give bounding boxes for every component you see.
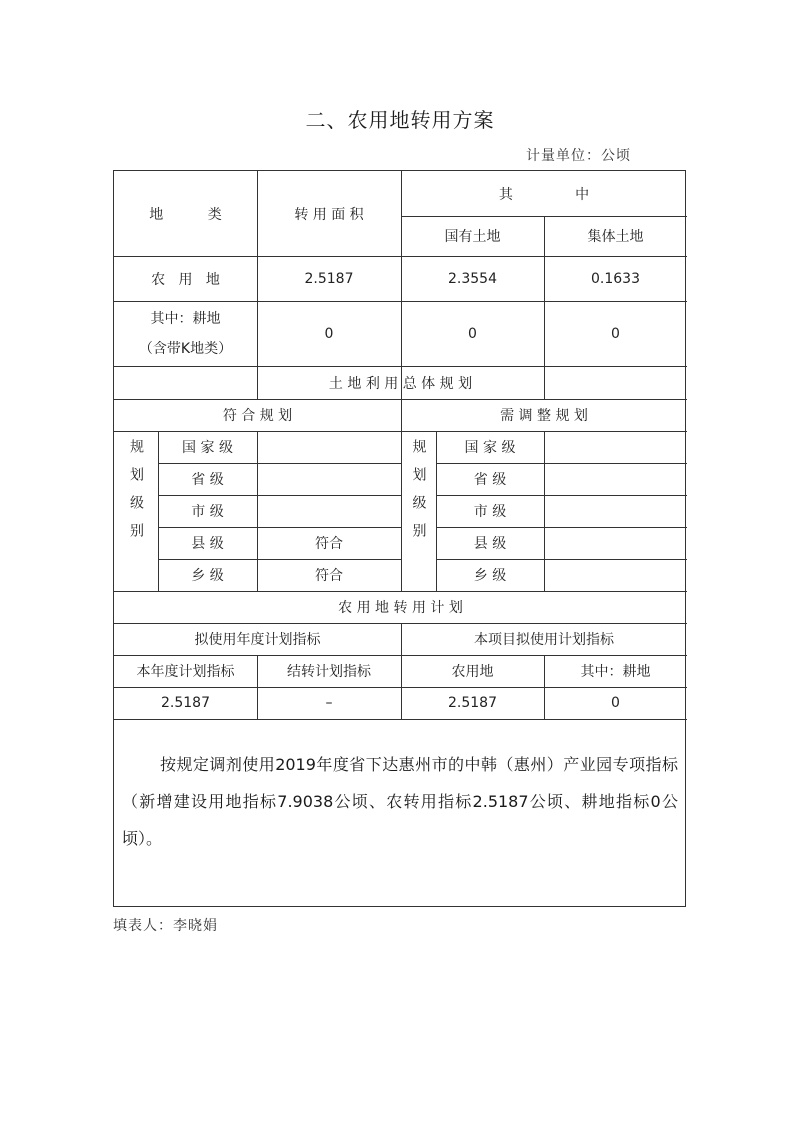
header-among: 其 中 bbox=[498, 186, 590, 203]
unit-label: 计量单位：公顷 bbox=[526, 148, 631, 164]
planning-adjust-header: 需 调 整 规 划 bbox=[500, 408, 588, 424]
adjust-value bbox=[544, 463, 687, 495]
conform-value bbox=[257, 463, 401, 495]
document-title: 二、农用地转用方案 bbox=[305, 108, 495, 132]
agri-land-header: 农用地 bbox=[451, 664, 494, 680]
row-agri-collective: 0.1633 bbox=[591, 270, 640, 287]
carryover-value: – bbox=[325, 695, 333, 711]
adjust-value bbox=[544, 495, 687, 527]
level-city: 市 级 bbox=[473, 504, 507, 520]
adjust-value bbox=[544, 559, 687, 591]
row-agri-state: 2.3554 bbox=[448, 270, 497, 287]
conform-value: 符合 bbox=[315, 536, 343, 552]
filler-label: 填表人：李晓娟 bbox=[113, 918, 218, 934]
planning-level-label-right bbox=[401, 431, 436, 591]
row-arable-label bbox=[114, 301, 257, 366]
arable-value: 0 bbox=[611, 695, 620, 711]
arable-header: 其中：耕地 bbox=[580, 664, 651, 680]
section-planning-title: 土 地 利 用 总 体 规 划 bbox=[328, 375, 473, 392]
carryover-header: 结转计划指标 bbox=[287, 664, 371, 680]
header-land-type: 地 类 bbox=[149, 206, 222, 223]
row-arable-total: 0 bbox=[324, 325, 334, 342]
row-arable-label-line2: （含带K地类） bbox=[138, 340, 233, 357]
this-year-header: 本年度计划指标 bbox=[136, 664, 235, 680]
level-provincial: 省 级 bbox=[473, 472, 507, 488]
row-arable-collective: 0 bbox=[611, 325, 620, 342]
adjust-value bbox=[544, 431, 687, 463]
this-year-value: 2.5187 bbox=[161, 695, 210, 711]
divider bbox=[114, 719, 687, 720]
planning-level-text: 规划级别 bbox=[410, 439, 427, 551]
level-national: 国 家 级 bbox=[182, 440, 233, 456]
header-transfer-area: 转 用 面 积 bbox=[294, 206, 364, 223]
planning-conform-header: 符 合 规 划 bbox=[222, 408, 293, 424]
conform-value: 符合 bbox=[315, 568, 343, 584]
project-quota-header: 本项目拟使用计划指标 bbox=[474, 632, 614, 648]
annual-quota-header: 拟使用年度计划指标 bbox=[194, 632, 321, 648]
level-national: 国 家 级 bbox=[464, 440, 516, 456]
adjust-value bbox=[544, 527, 687, 559]
level-county: 县 级 bbox=[473, 536, 507, 552]
conform-value bbox=[257, 431, 401, 463]
planning-level-label-left bbox=[114, 431, 158, 591]
row-arable-label-line1: 其中：耕地 bbox=[150, 310, 221, 327]
level-city: 市 级 bbox=[191, 504, 224, 520]
level-township: 乡 级 bbox=[191, 568, 224, 584]
level-provincial: 省 级 bbox=[191, 472, 224, 488]
note-paragraph: 按规定调剂使用2019年度省下达惠州市的中韩（惠州）产业园专项指标（新增建设用地指标7.9038公顷、农转用指标2.5187公顷、耕地指标0公顷）。 bbox=[122, 755, 678, 848]
row-agri-total: 2.5187 bbox=[304, 270, 354, 287]
conform-value bbox=[257, 495, 401, 527]
level-township: 乡 级 bbox=[473, 568, 507, 584]
section-conversion-title: 农 用 地 转 用 计 划 bbox=[338, 600, 463, 616]
header-state-owned: 国有土地 bbox=[444, 229, 501, 245]
agri-land-value: 2.5187 bbox=[448, 695, 497, 711]
planning-level-text: 规划级别 bbox=[128, 439, 144, 551]
level-county: 县 级 bbox=[191, 536, 224, 552]
header-collective: 集体土地 bbox=[587, 229, 644, 245]
row-agri-label: 农 用 地 bbox=[151, 271, 220, 288]
row-arable-state: 0 bbox=[468, 325, 477, 342]
